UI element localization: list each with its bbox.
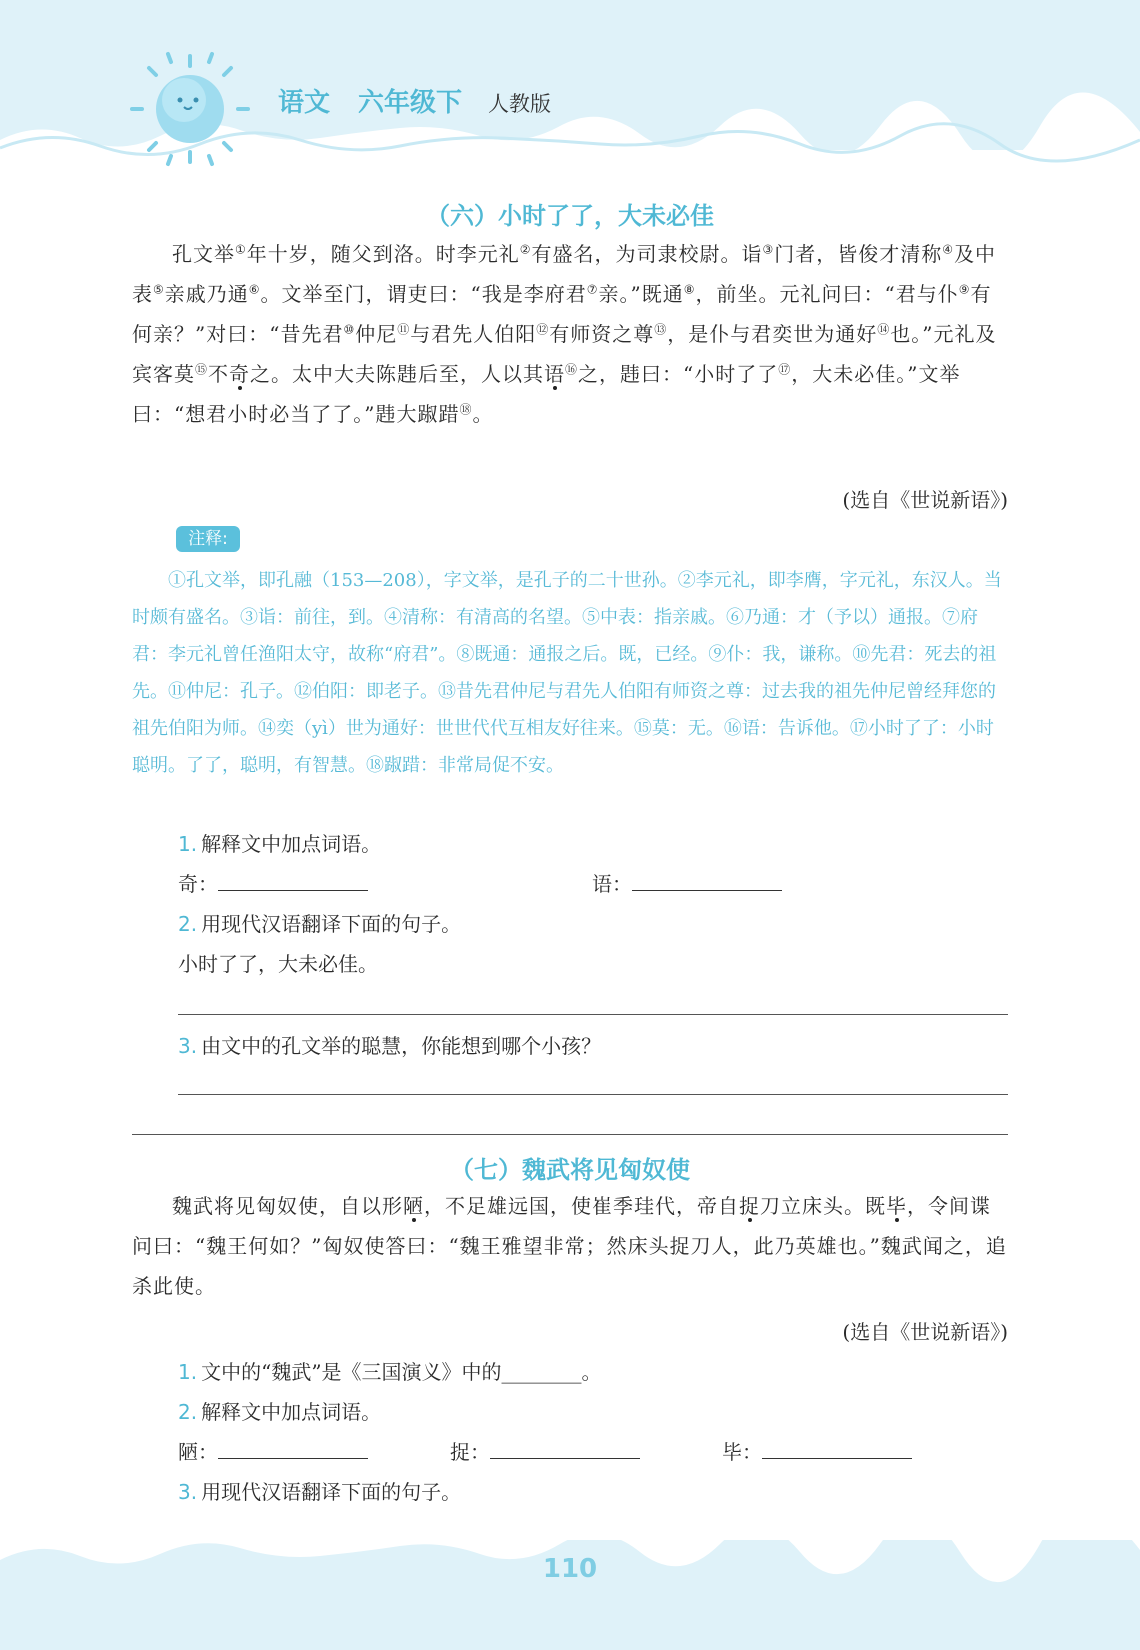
footnote-marker: ⑭ [877,322,891,337]
dotted-word: 陋 [403,1194,424,1218]
blank-label: 毕： [722,1440,762,1464]
section-7-title: （七）魏武将见匈奴使 [450,1156,690,1184]
footnote-marker: ⑩ [343,322,356,337]
passage-segment: 及中表 [132,242,997,306]
blank-label: 奇： [178,872,218,896]
passage-segment: ，不足雄远国，使崔季珪代，帝自 [424,1194,739,1218]
s7-question-1 [178,1356,602,1385]
page-number: 110 [542,1554,598,1584]
s6-q2-answer-line[interactable] [178,1014,1008,1015]
s6-question-1 [178,828,381,857]
s6-question-3 [178,1030,601,1059]
passage-segment: 与君先人伯阳 [410,322,537,346]
section-6-title: （六）小时了了，大未必佳 [426,202,714,230]
passage-segment: 门者，皆俊才清称 [774,242,943,266]
passage-segment: 也。”元礼及宾客莫 [132,322,997,386]
dotted-word: 语 [544,362,566,386]
footnote-marker: ⑯ [565,362,579,377]
footnote-marker: ⑮ [195,362,209,377]
passage-segment: 有师资之尊 [549,322,655,346]
section-6-passage [132,234,1008,434]
footnote-marker: ⑤ [153,282,165,297]
question-number: 2. [178,1400,198,1424]
s7-question-2 [178,1396,381,1425]
footnote-marker: ③ [762,242,775,257]
footnote-marker: ⑨ [958,282,971,297]
s6-q3-answer-line[interactable] [178,1094,1008,1095]
section-7-passage [132,1186,1008,1306]
question-number: 1. [178,832,198,856]
passage-segment: 有何亲？”对曰：“昔先君 [132,282,992,346]
header-banner [0,0,1140,170]
passage-segment: 亲戚乃通 [164,282,249,306]
passage-text [132,234,1008,434]
question-number: 3. [178,1480,198,1504]
passage-text [132,1186,1008,1306]
s6-question-2 [178,908,461,937]
question-number: 2. [178,912,198,936]
passage-segment: ，前坐。元礼问曰：“君与仆 [695,282,959,306]
answer-blank[interactable] [490,1440,640,1459]
passage-segment: 孔文举 [172,242,235,266]
answer-blank[interactable] [632,872,782,891]
question-text: 解释文中加点词语。 [201,832,382,856]
passage-segment: 年十岁，随父到洛。时李元礼 [246,242,520,266]
footnote-marker: ⑱ [459,402,473,417]
s7-q2-blank-c[interactable] [722,1436,912,1465]
passage-segment: ，令间谍问曰：“魏王何如？”匈奴使答曰：“魏王雅望非常；然床头捉刀人，此乃英雄也。”魏武闻之，追杀此使。 [132,1194,1007,1298]
s6-q1-blank-a[interactable] [178,868,368,897]
footnote-marker: ⑦ [586,282,599,297]
section-divider [132,1134,1008,1135]
passage-segment: 刀立床头。既 [760,1194,886,1218]
passage-segment: 不 [208,362,230,386]
question-text: 文中的“魏武”是《三国演义》中的________。 [201,1360,602,1384]
footnote-marker: ④ [942,242,955,257]
subject-label: 语文 [278,88,331,118]
s6-q1-blank-b[interactable] [592,868,782,897]
s6-q2-sentence: 小时了了，大未必佳。 [178,952,378,976]
dotted-word: 毕 [886,1194,907,1218]
passage-segment: 之，韪曰：“小时了了 [578,362,779,386]
question-text: 解释文中加点词语。 [201,1400,382,1424]
section-6-notes [132,562,1008,784]
footnote-marker: ⑬ [654,322,668,337]
section-6-source: (选自《世说新语》) [842,488,1008,512]
footnote-marker: ⑥ [248,282,261,297]
blank-label: 陋： [178,1440,218,1464]
passage-segment: 亲。”既通 [598,282,684,306]
notes-text: ①孔文举，即孔融（153—208），字文举，是孔子的二十世孙。②李元礼，即李膺，字元礼，东汉人。当时颇有盛名。③诣：前往，到。④清称：有清高的名望。⑤中表：指亲戚。⑥乃通：才（予以）通报。⑦府君：李元礼曾任渔阳太守，故称“府君”。⑧既通：通报之后。既，已经。⑨仆：我，谦称。⑩先君：死去的祖先。⑪仲尼：孔子。⑫伯阳：即老子。⑬昔先君仲尼与君先人伯阳有师资之尊：过去我的祖先仲尼曾经拜您的祖先伯阳为师。⑭奕（yì）世为通好：世世代代互相友好往来。⑮莫：无。⑯语：告诉他。⑰小时了了：小时聪明。了了，聪明，有智慧。⑱踧踖：非常局促不安。 [132,570,1002,776]
s7-question-3 [178,1476,461,1505]
header-title [278,82,551,119]
passage-segment: ，大未必佳。”文举曰：“想君小时必当了了。”韪大踧踖 [132,362,961,426]
footnote-marker: ② [519,242,532,257]
question-text: 由文中的孔文举的聪慧，你能想到哪个小孩？ [201,1034,602,1058]
dotted-word: 捉 [739,1194,760,1218]
question-text: 用现代汉语翻译下面的句子。 [201,912,462,936]
answer-blank[interactable] [218,1440,368,1459]
answer-blank[interactable] [218,872,368,891]
question-number: 3. [178,1034,198,1058]
footnote-marker: ① [235,242,247,257]
notes-badge: 注释: [176,526,240,552]
blank-label: 捉： [450,1440,490,1464]
footnote-marker: ⑰ [778,362,792,377]
passage-segment: 有盛名，为司隶校尉。诣 [531,242,763,266]
footnote-marker: ⑪ [397,322,411,337]
s7-q2-blank-a[interactable] [178,1436,368,1465]
passage-segment: ，是仆与君奕世为通好 [667,322,878,346]
question-number: 1. [178,1360,198,1384]
passage-segment: 。 [472,402,494,426]
dotted-word: 奇 [229,362,251,386]
passage-segment: 之。太中大夫陈韪后至，人以其 [250,362,545,386]
s7-q2-blank-b[interactable] [450,1436,640,1465]
passage-segment: 魏武将见匈奴使，自以形 [172,1194,403,1218]
answer-blank[interactable] [762,1440,912,1459]
question-text: 用现代汉语翻译下面的句子。 [201,1480,462,1504]
section-7-source: (选自《世说新语》) [842,1320,1008,1344]
edition-label: 人教版 [488,92,552,116]
blank-label: 语： [592,872,632,896]
footnote-marker: ⑧ [683,282,696,297]
footnote-marker: ⑫ [536,322,550,337]
passage-segment: 仲尼 [355,322,398,346]
passage-segment: 。文举至门，谓吏曰：“我是李府君 [260,282,587,306]
grade-label: 六年级下 [358,88,463,118]
